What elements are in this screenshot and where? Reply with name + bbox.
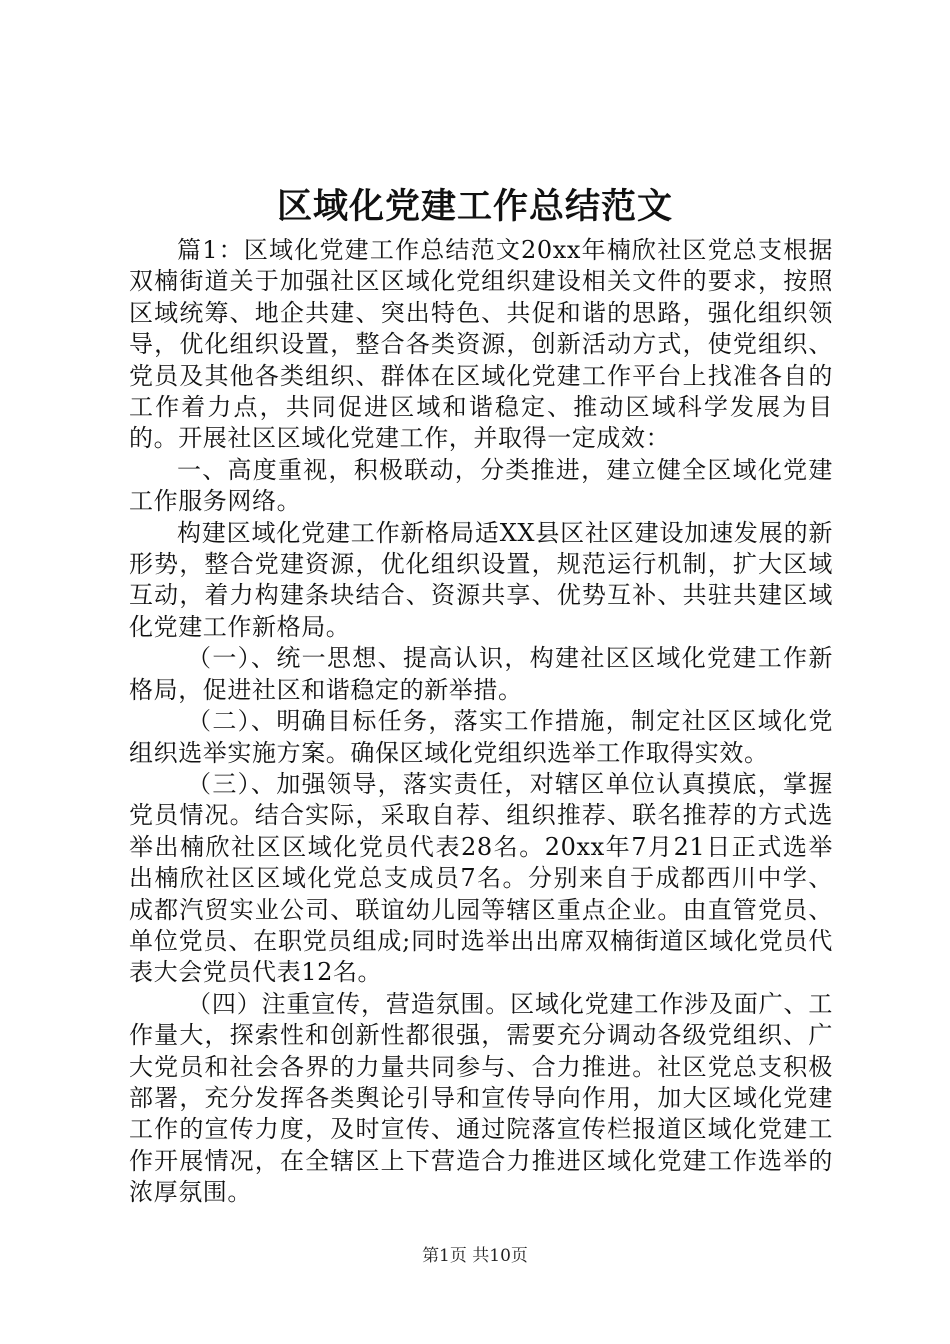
paragraph-item-3: （三）、加强领导，落实责任，对辖区单位认真摸底，掌握党员情况。结合实际，采取自荐、组织推荐、联名推荐的方式选举出楠欣社区区域化党员代表28名。20xx年7月21日正式选举出楠欣社区区域化党总支成员7名。分别来自于成都西川中学、成都汽贸实业公司、联谊幼儿园等辖区重点企业。由直管党员、单位党员、在职党员组成;同时选举出出席双楠街道区域化党员代表大会党员代表12名。 — [129, 769, 833, 987]
paragraph-new-pattern: 构建区域化党建工作新格局适XX县区社区建设加速发展的新形势，整合党建资源，优化组织设置，规范运行机制，扩大区域互动，着力构建条块结合、资源共享、优势互补、共驻共建区域化党建工作新格局。 — [129, 518, 833, 641]
paragraph-section-heading: 一、高度重视，积极联动，分类推进，建立健全区域化党建工作服务网络。 — [129, 455, 833, 516]
paragraph-intro: 篇1：区域化党建工作总结范文20xx年楠欣社区党总支根据双楠街道关于加强社区区域化党组织建设相关文件的要求，按照区域统筹、地企共建、突出特色、共促和谐的思路，强化组织领导，优化组织设置，整合各类资源，创新活动方式，使党组织、党员及其他各类组织、群体在区域化党建工作平台上找准各自的工作着力点，共同促进区域和谐稳定、推动区域科学发展为目的。开展社区区域化党建工作，并取得一定成效： — [129, 236, 833, 453]
paragraph-item-1: （一）、统一思想、提高认识，构建社区区域化党建工作新格局，促进社区和谐稳定的新举措。 — [129, 644, 833, 704]
document-body — [129, 235, 833, 1209]
document-title: 区域化党建工作总结范文 — [276, 186, 673, 227]
paragraph-item-2: （二）、明确目标任务，落实工作措施，制定社区区域化党组织选举实施方案。确保区域化党组织选举工作取得实效。 — [129, 707, 833, 767]
paragraph-item-4: （四）注重宣传，营造氛围。区域化党建工作涉及面广、工作量大，探索性和创新性都很强，需要充分调动各级党组织、广大党员和社会各界的力量共同参与、合力推进。社区党总支积极部署，充分发挥各类舆论引导和宣传导向作用，加大区域化党建工作的宣传力度，及时宣传、通过院落宣传栏报道区域化党建工作开展情况，在全辖区上下营造合力推进区域化党建工作选举的浓厚氛围。 — [129, 989, 833, 1207]
page-number-footer: 第1页 共10页 — [422, 1246, 528, 1266]
